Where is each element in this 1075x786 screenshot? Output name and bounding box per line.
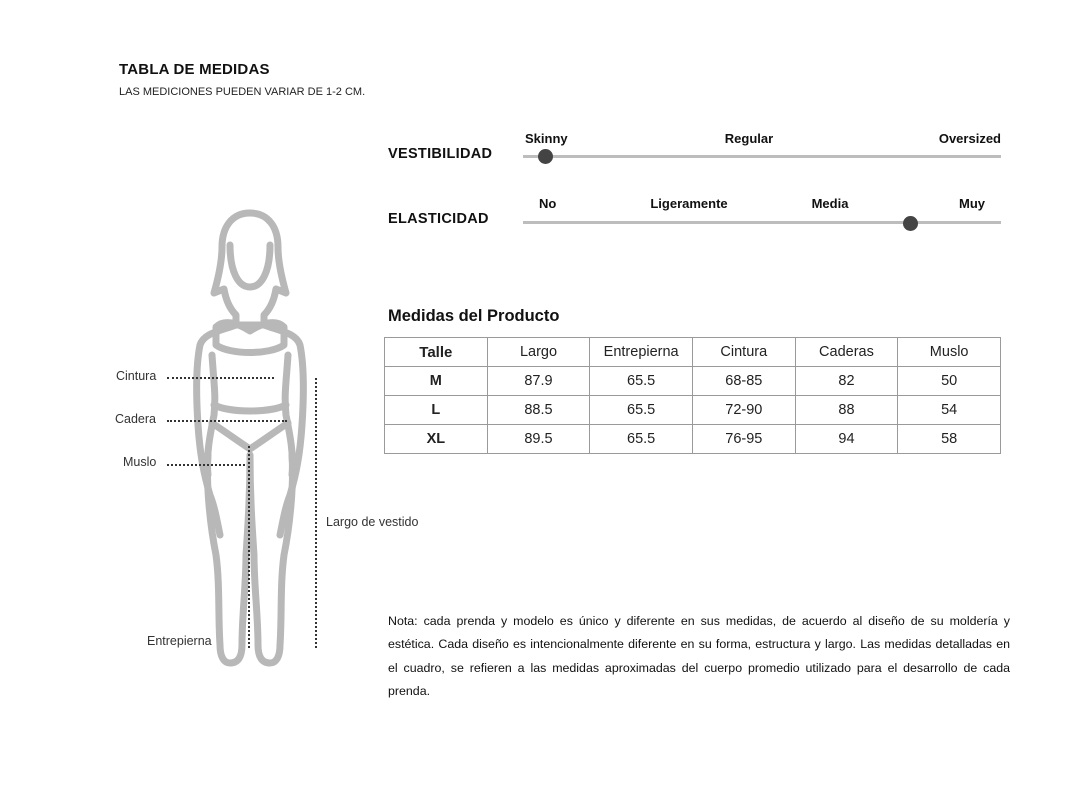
cell-talle: L bbox=[385, 396, 488, 425]
column-header-muslo: Muslo bbox=[898, 338, 1001, 367]
vestibilidad-option-oversized: Oversized bbox=[938, 131, 1001, 146]
cell-largo: 87.9 bbox=[487, 367, 590, 396]
largo-guide-line bbox=[315, 378, 317, 648]
elasticidad-marker bbox=[903, 216, 918, 231]
table-header-row bbox=[385, 338, 1001, 367]
cell-cintura: 72-90 bbox=[692, 396, 795, 425]
cell-cintura: 76-95 bbox=[692, 425, 795, 454]
elasticidad-label: ELASTICIDAD bbox=[388, 211, 489, 227]
vestibilidad-track bbox=[523, 155, 1001, 158]
label-entrepierna: Entrepierna bbox=[147, 634, 212, 648]
vestibilidad-option-skinny: Skinny bbox=[525, 131, 568, 146]
cell-talle: XL bbox=[385, 425, 488, 454]
table-row bbox=[385, 425, 1001, 454]
label-muslo: Muslo bbox=[123, 455, 157, 469]
cell-caderas: 88 bbox=[795, 396, 898, 425]
table-heading: Medidas del Producto bbox=[388, 307, 560, 325]
cell-muslo: 58 bbox=[898, 425, 1001, 454]
table-row bbox=[385, 396, 1001, 425]
cintura-guide-line bbox=[167, 377, 274, 379]
page-subtitle: LAS MEDICIONES PUEDEN VARIAR DE 1-2 CM. bbox=[119, 86, 366, 98]
label-cadera: Cadera bbox=[115, 412, 156, 426]
cell-cintura: 68-85 bbox=[692, 367, 795, 396]
elasticidad-option-ligeramente: Ligeramente bbox=[650, 196, 728, 211]
label-largo-de-vestido: Largo de vestido bbox=[326, 515, 419, 529]
column-header-talle: Talle bbox=[385, 338, 488, 367]
label-cintura: Cintura bbox=[116, 369, 157, 383]
cell-largo: 89.5 bbox=[487, 425, 590, 454]
cell-entrepierna: 65.5 bbox=[590, 396, 693, 425]
cell-largo: 88.5 bbox=[487, 396, 590, 425]
vestibilidad-option-regular: Regular bbox=[724, 131, 774, 146]
elasticidad-option-no: No bbox=[539, 196, 557, 211]
column-header-cintura: Cintura bbox=[692, 338, 795, 367]
column-header-caderas: Caderas bbox=[795, 338, 898, 367]
table-row bbox=[385, 367, 1001, 396]
vestibilidad-marker bbox=[538, 149, 553, 164]
cell-caderas: 82 bbox=[795, 367, 898, 396]
cell-entrepierna: 65.5 bbox=[590, 425, 693, 454]
cell-entrepierna: 65.5 bbox=[590, 367, 693, 396]
note-paragraph: Nota: cada prenda y modelo es único y diferente en sus medidas, de acuerdo al diseño de su moldería y estética. Cada diseño es intencionalmente diferente en su forma, estructura y largo. Las medidas detalladas en el cuadro, se refieren a las medidas aproximadas del cuerpo promedio utilizado para el desarrollo de cada prenda. bbox=[388, 614, 1010, 698]
cell-muslo: 54 bbox=[898, 396, 1001, 425]
entrepierna-guide-line bbox=[248, 446, 250, 648]
size-table bbox=[384, 337, 1001, 454]
muslo-guide-line bbox=[167, 464, 245, 466]
column-header-largo: Largo bbox=[487, 338, 590, 367]
cell-caderas: 94 bbox=[795, 425, 898, 454]
cell-talle: M bbox=[385, 367, 488, 396]
page-title: TABLA DE MEDIDAS bbox=[119, 61, 270, 78]
elasticidad-option-muy: Muy bbox=[959, 196, 985, 211]
body-silhouette-icon bbox=[180, 205, 320, 675]
vestibilidad-label: VESTIBILIDAD bbox=[388, 146, 493, 162]
column-header-entrepierna: Entrepierna bbox=[590, 338, 693, 367]
elasticidad-track bbox=[523, 221, 1001, 224]
cell-muslo: 50 bbox=[898, 367, 1001, 396]
cadera-guide-line bbox=[167, 420, 287, 422]
elasticidad-option-media: Media bbox=[811, 196, 849, 211]
